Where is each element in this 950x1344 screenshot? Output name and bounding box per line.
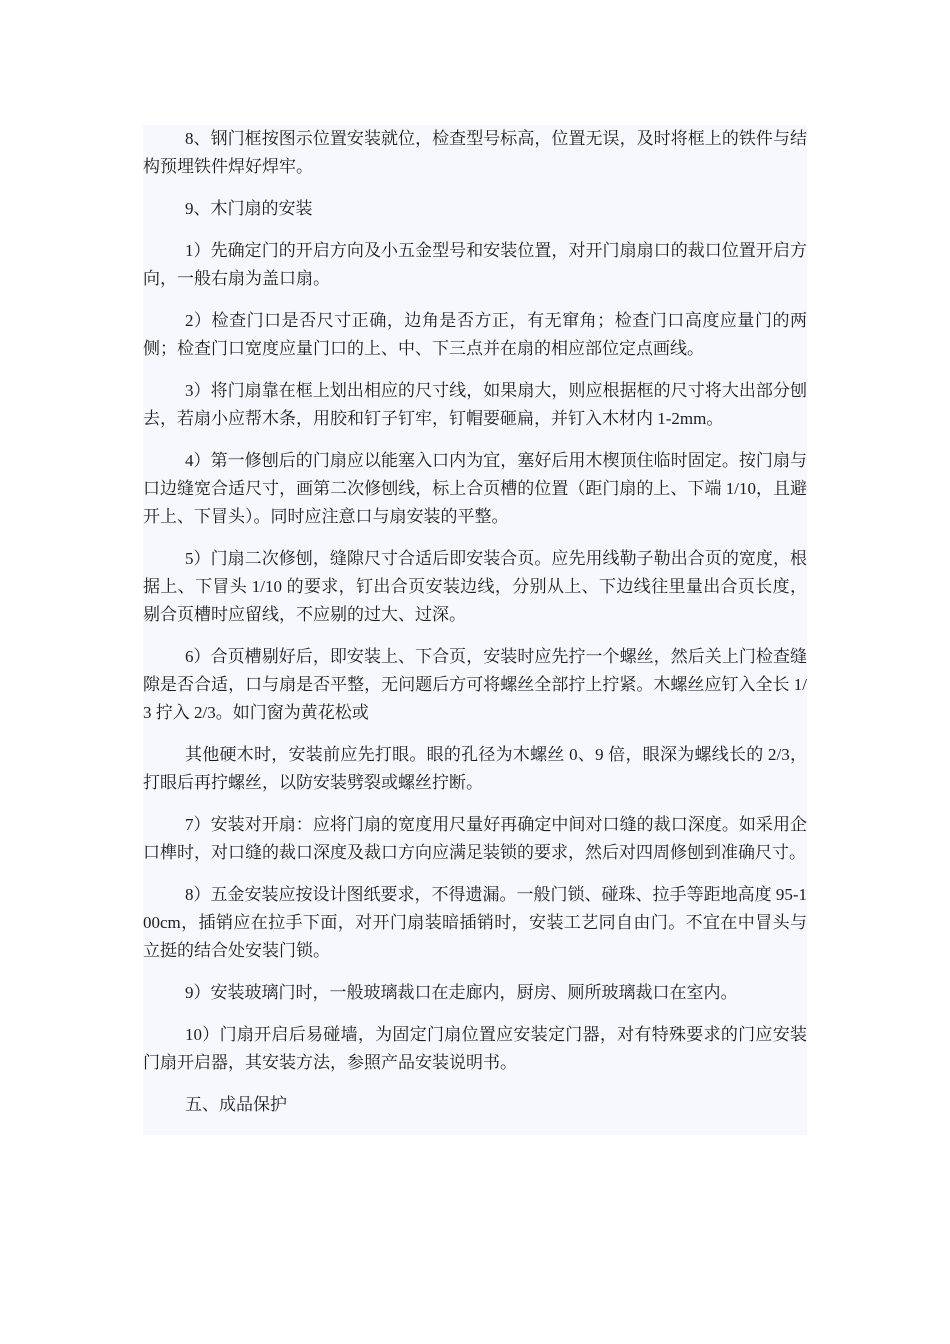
paragraph-item-4: 4）第一修刨后的门扇应以能塞入口内为宜，塞好后用木楔顶住临时固定。按门扇与口边缝宽合适尺寸，画第二次修刨线，标上合页槽的位置（距门扇的上、下端 1/10，且避开上、下冒头）。同时应注意口与扇安装的平整。: [143, 451, 807, 526]
paragraph-item-8: 8）五金安装应按设计图纸要求，不得遗漏。一般门锁、碰珠、拉手等距地高度 95-100cm，插销应在拉手下面，对开门扇装暗插销时，安装工艺同自由门。不宜在中冒头与立挺的结合处安装门锁。: [143, 885, 807, 960]
paragraph-item-7: 7）安装对开扇：应将门扇的宽度用尺量好再确定中间对口缝的裁口深度。如采用企口榫时，对口缝的裁口深度及裁口方向应满足装锁的要求，然后对四周修刨到准确尺寸。: [143, 815, 807, 862]
paragraph-item-10: 10）门扇开启后易碰墙，为固定门扇位置应安装定门器，对有特殊要求的门应安装门扇开启器，其安装方法，参照产品安装说明书。: [143, 1025, 807, 1072]
paragraph-item-6-cont: 其他硬木时，安装前应先打眼。眼的孔径为木螺丝 0、9 倍，眼深为螺线长的 2/3，打眼后再拧螺丝，以防安装劈裂或螺丝拧断。: [143, 745, 807, 792]
paragraph-item-1: 1）先确定门的开启方向及小五金型号和安装位置，对开门扇扇口的裁口位置开启方向，一般右扇为盖口扇。: [143, 241, 807, 288]
paragraph-item-5: 5）门扇二次修刨，缝隙尺寸合适后即安装合页。应先用线勒子勒出合页的宽度，根据上、下冒头 1/10 的要求，钉出合页安装边线，分别从上、下边线往里量出合页长度，剔合页槽时应留线，不应剔的过大、过深。: [143, 549, 807, 624]
paragraph-steel-frame: 8、钢门框按图示位置安装就位，检查型号标高，位置无误，及时将框上的铁件与结构预埋铁件焊好焊牢。: [143, 129, 807, 176]
paragraph-item-9: 9）安装玻璃门时，一般玻璃裁口在走廊内，厨房、厕所玻璃裁口在室内。: [185, 983, 738, 1002]
paragraph-heading-9: 9、木门扇的安装: [185, 199, 313, 218]
text-panel: [143, 125, 807, 1135]
paragraph-item-2: 2）检查门口是否尺寸正确，边角是否方正，有无窜角；检查门口高度应量门的两侧；检查门口宽度应量门口的上、中、下三点并在扇的相应部位定点画线。: [143, 311, 807, 358]
paragraph-heading-five: 五、成品保护: [185, 1095, 287, 1114]
paragraph-item-3: 3）将门扇靠在框上划出相应的尺寸线，如果扇大，则应根据框的尺寸将大出部分刨去，若扇小应帮木条，用胶和钉子钉牢，钉帽要砸扁，并钉入木材内 1-2mm。: [143, 381, 807, 428]
paragraph-item-6: 6）合页槽剔好后，即安装上、下合页，安装时应先拧一个螺丝，然后关上门检查缝隙是否合适，口与扇是否平整，无问题后方可将螺丝全部拧上拧紧。木螺丝应钉入全长 1/3 拧入 2/3。如门窗为黄花松或: [143, 647, 807, 722]
